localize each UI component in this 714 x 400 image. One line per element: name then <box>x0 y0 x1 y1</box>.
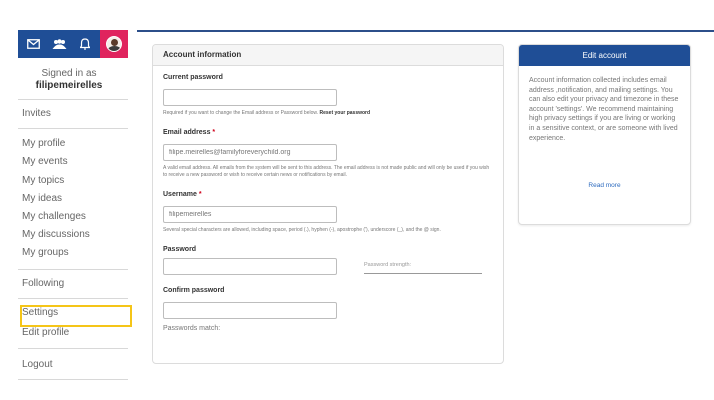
avatar[interactable] <box>100 30 128 58</box>
email-label-text: Email address <box>163 129 211 136</box>
password-input[interactable] <box>163 258 337 275</box>
card-title: Account information <box>153 45 503 66</box>
nav-section-following <box>18 270 128 299</box>
username-required-mark: * <box>198 191 202 198</box>
nav-section-account <box>18 299 128 349</box>
sidebar-item-settings-label: Settings <box>22 306 59 318</box>
read-more-link[interactable]: Read more <box>588 182 621 190</box>
sidebar-item-logout[interactable]: Logout <box>22 359 53 371</box>
sidebar-item-settings[interactable] <box>22 304 128 322</box>
username-field[interactable] <box>163 206 337 223</box>
info-card-body <box>519 66 690 201</box>
confirm-password-input[interactable] <box>163 302 337 319</box>
signed-in-label: Signed in as <box>41 68 97 79</box>
signed-in-info <box>18 58 128 100</box>
edit-account-info-card <box>518 44 691 225</box>
password-label: Password <box>163 246 197 253</box>
current-password-help <box>163 110 493 117</box>
sidebar-item-following[interactable]: Following <box>22 277 65 289</box>
settings-highlight-box <box>20 305 132 327</box>
current-password-label: Current password <box>163 74 223 81</box>
email-label <box>163 129 493 136</box>
password-group <box>163 246 493 275</box>
user-photo-icon <box>106 36 122 52</box>
username-help: Several special characters are allowed, including space, period (.), hyphen (-), apostrophe ('), underscore (_), and the @ sign. <box>163 227 441 233</box>
current-password-group <box>163 74 493 117</box>
email-field[interactable] <box>163 144 337 161</box>
top-divider-line <box>137 30 714 32</box>
email-group <box>163 129 493 179</box>
nav-section-logout <box>18 349 128 380</box>
nav-section-invites <box>18 100 128 129</box>
sidebar-item-invites[interactable]: Invites <box>22 108 51 119</box>
nav-section-profile <box>18 129 128 269</box>
username-label <box>163 191 493 198</box>
sidebar-item-my-discussions[interactable]: My discussions <box>22 229 90 241</box>
passwords-match-label: Passwords match: <box>163 325 221 332</box>
signed-in-username: filipemeirelles <box>35 80 103 91</box>
email-help: A valid email address. All emails from the system will be sent to this address. The email address is not made public and will only be used if you wish to receive a new password or wish to receive certain news or notifications by email. <box>163 165 490 178</box>
sidebar-item-edit-profile[interactable]: Edit profile <box>22 326 70 338</box>
current-password-help-text: Required if you want to change the Email address or Password below. <box>163 110 319 116</box>
current-password-input[interactable] <box>163 89 337 106</box>
password-strength-indicator: Password strength: <box>364 260 482 274</box>
info-card-text: Account information collected includes email address ,notification, and mailing settings. You can also edit your privacy and timezone in these account 'settings'. We recommend maintaining high privacy settings if you are living or working in a sensitive context, or are someone with lived experience. <box>529 77 679 142</box>
sidebar <box>18 30 128 380</box>
sidebar-item-my-challenges[interactable]: My challenges <box>22 210 86 222</box>
envelope-icon[interactable] <box>22 30 44 58</box>
password-row <box>163 258 493 275</box>
sidebar-item-my-ideas[interactable]: My ideas <box>22 192 63 204</box>
sidebar-item-my-groups[interactable]: My groups <box>22 247 69 259</box>
sidebar-item-my-profile[interactable]: My profile <box>22 138 66 150</box>
bell-icon[interactable] <box>74 30 96 58</box>
user-icon-bar <box>18 30 128 58</box>
people-icon[interactable] <box>48 30 70 58</box>
info-card-title: Edit account <box>519 45 690 66</box>
reset-password-link[interactable]: Reset your password <box>319 110 371 116</box>
sidebar-item-my-events[interactable]: My events <box>22 156 68 168</box>
sidebar-item-my-topics[interactable]: My topics <box>22 174 65 186</box>
username-group <box>163 191 493 234</box>
account-information-card <box>152 44 504 364</box>
email-required-mark: * <box>212 129 216 136</box>
confirm-password-label: Confirm password <box>163 287 225 294</box>
username-label-text: Username <box>163 191 197 198</box>
confirm-password-group <box>163 287 493 332</box>
account-form <box>153 66 503 352</box>
